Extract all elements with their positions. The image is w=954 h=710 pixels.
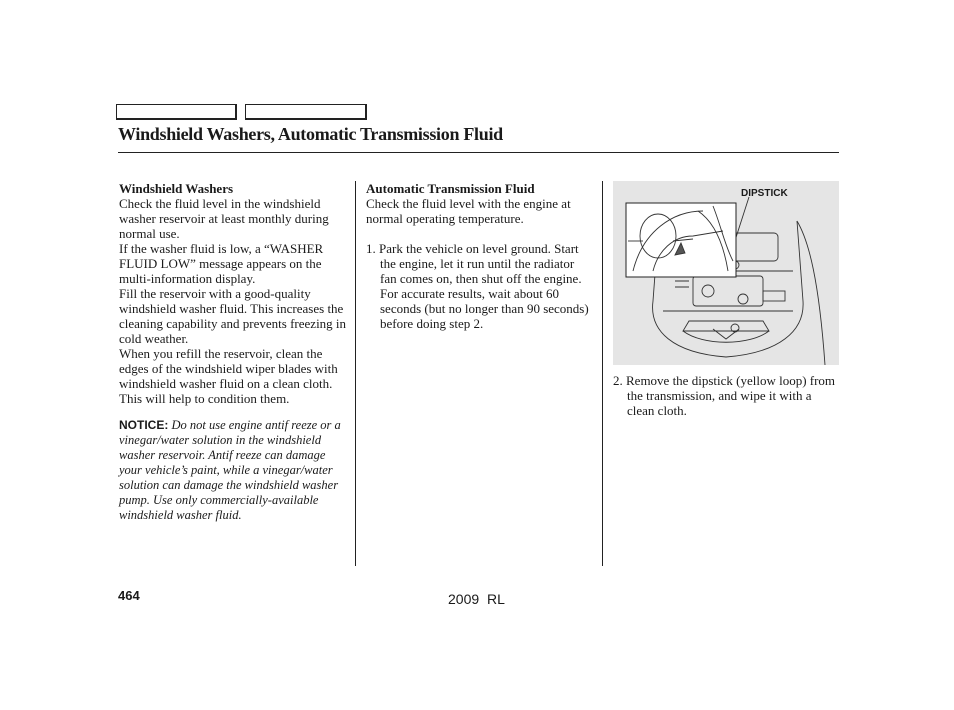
column-divider-2 — [602, 181, 603, 566]
column-divider-1 — [355, 181, 356, 566]
column-windshield-washers — [119, 181, 351, 523]
page-title: Windshield Washers, Automatic Transmission Fluid — [118, 124, 503, 144]
header-tab-left — [116, 104, 237, 120]
notice-block — [119, 418, 351, 523]
dipstick-label: DIPSTICK — [741, 188, 788, 199]
atf-intro: Check the fluid level with the engine at normal operating temperature. — [366, 196, 571, 226]
notice-label: NOTICE: — [119, 418, 169, 432]
title-divider — [118, 152, 839, 153]
washers-paragraph-3: Fill the reservoir with a good-quality windshield washer fluid. This increases the cleaning capability and prevents freezing in cold weather. — [119, 286, 347, 346]
section-heading-atf: Automatic Transmission Fluid — [366, 181, 535, 196]
engine-bay-illustration — [613, 181, 839, 365]
page-number: 464 — [118, 588, 140, 603]
column-atf-continued — [613, 373, 839, 418]
atf-step-2: 2. Remove the dipstick (yellow loop) from the transmission, and wipe it with a clean cloth. — [613, 373, 836, 418]
washers-paragraph-2: If the washer fluid is low, a “WASHER FLUID LOW” message appears on the multi-information display. — [119, 241, 324, 286]
notice-text: Do not use engine antif reeze or a vinegar/water solution in the windshield washer reservoir. Antif reeze can damage your vehicle’s paint, while a vinegar/water solution can damage the windshield washer pump. Use only commercially-available windshield washer fluid. — [119, 418, 341, 522]
washers-paragraph-4: When you refill the reservoir, clean the edges of the windshield wiper blades with windshield washer fluid on a clean cloth. This will help to condition them. — [119, 346, 338, 406]
atf-step-1: 1. Park the vehicle on level ground. Start the engine, let it run until the radiator fan comes on, then shut off the engine. For accurate results, wait about 60 seconds (but no longer than 90 seconds) before doing step 2. — [366, 241, 589, 331]
section-heading-washers: Windshield Washers — [119, 181, 234, 196]
footer-model-year: 2009 RL — [448, 591, 505, 607]
engine-bay-drawing — [613, 181, 839, 365]
washers-paragraph-1: Check the fluid level in the windshield washer reservoir at least monthly during normal use. — [119, 196, 329, 241]
header-tab-right — [245, 104, 367, 120]
column-atf — [366, 181, 594, 331]
